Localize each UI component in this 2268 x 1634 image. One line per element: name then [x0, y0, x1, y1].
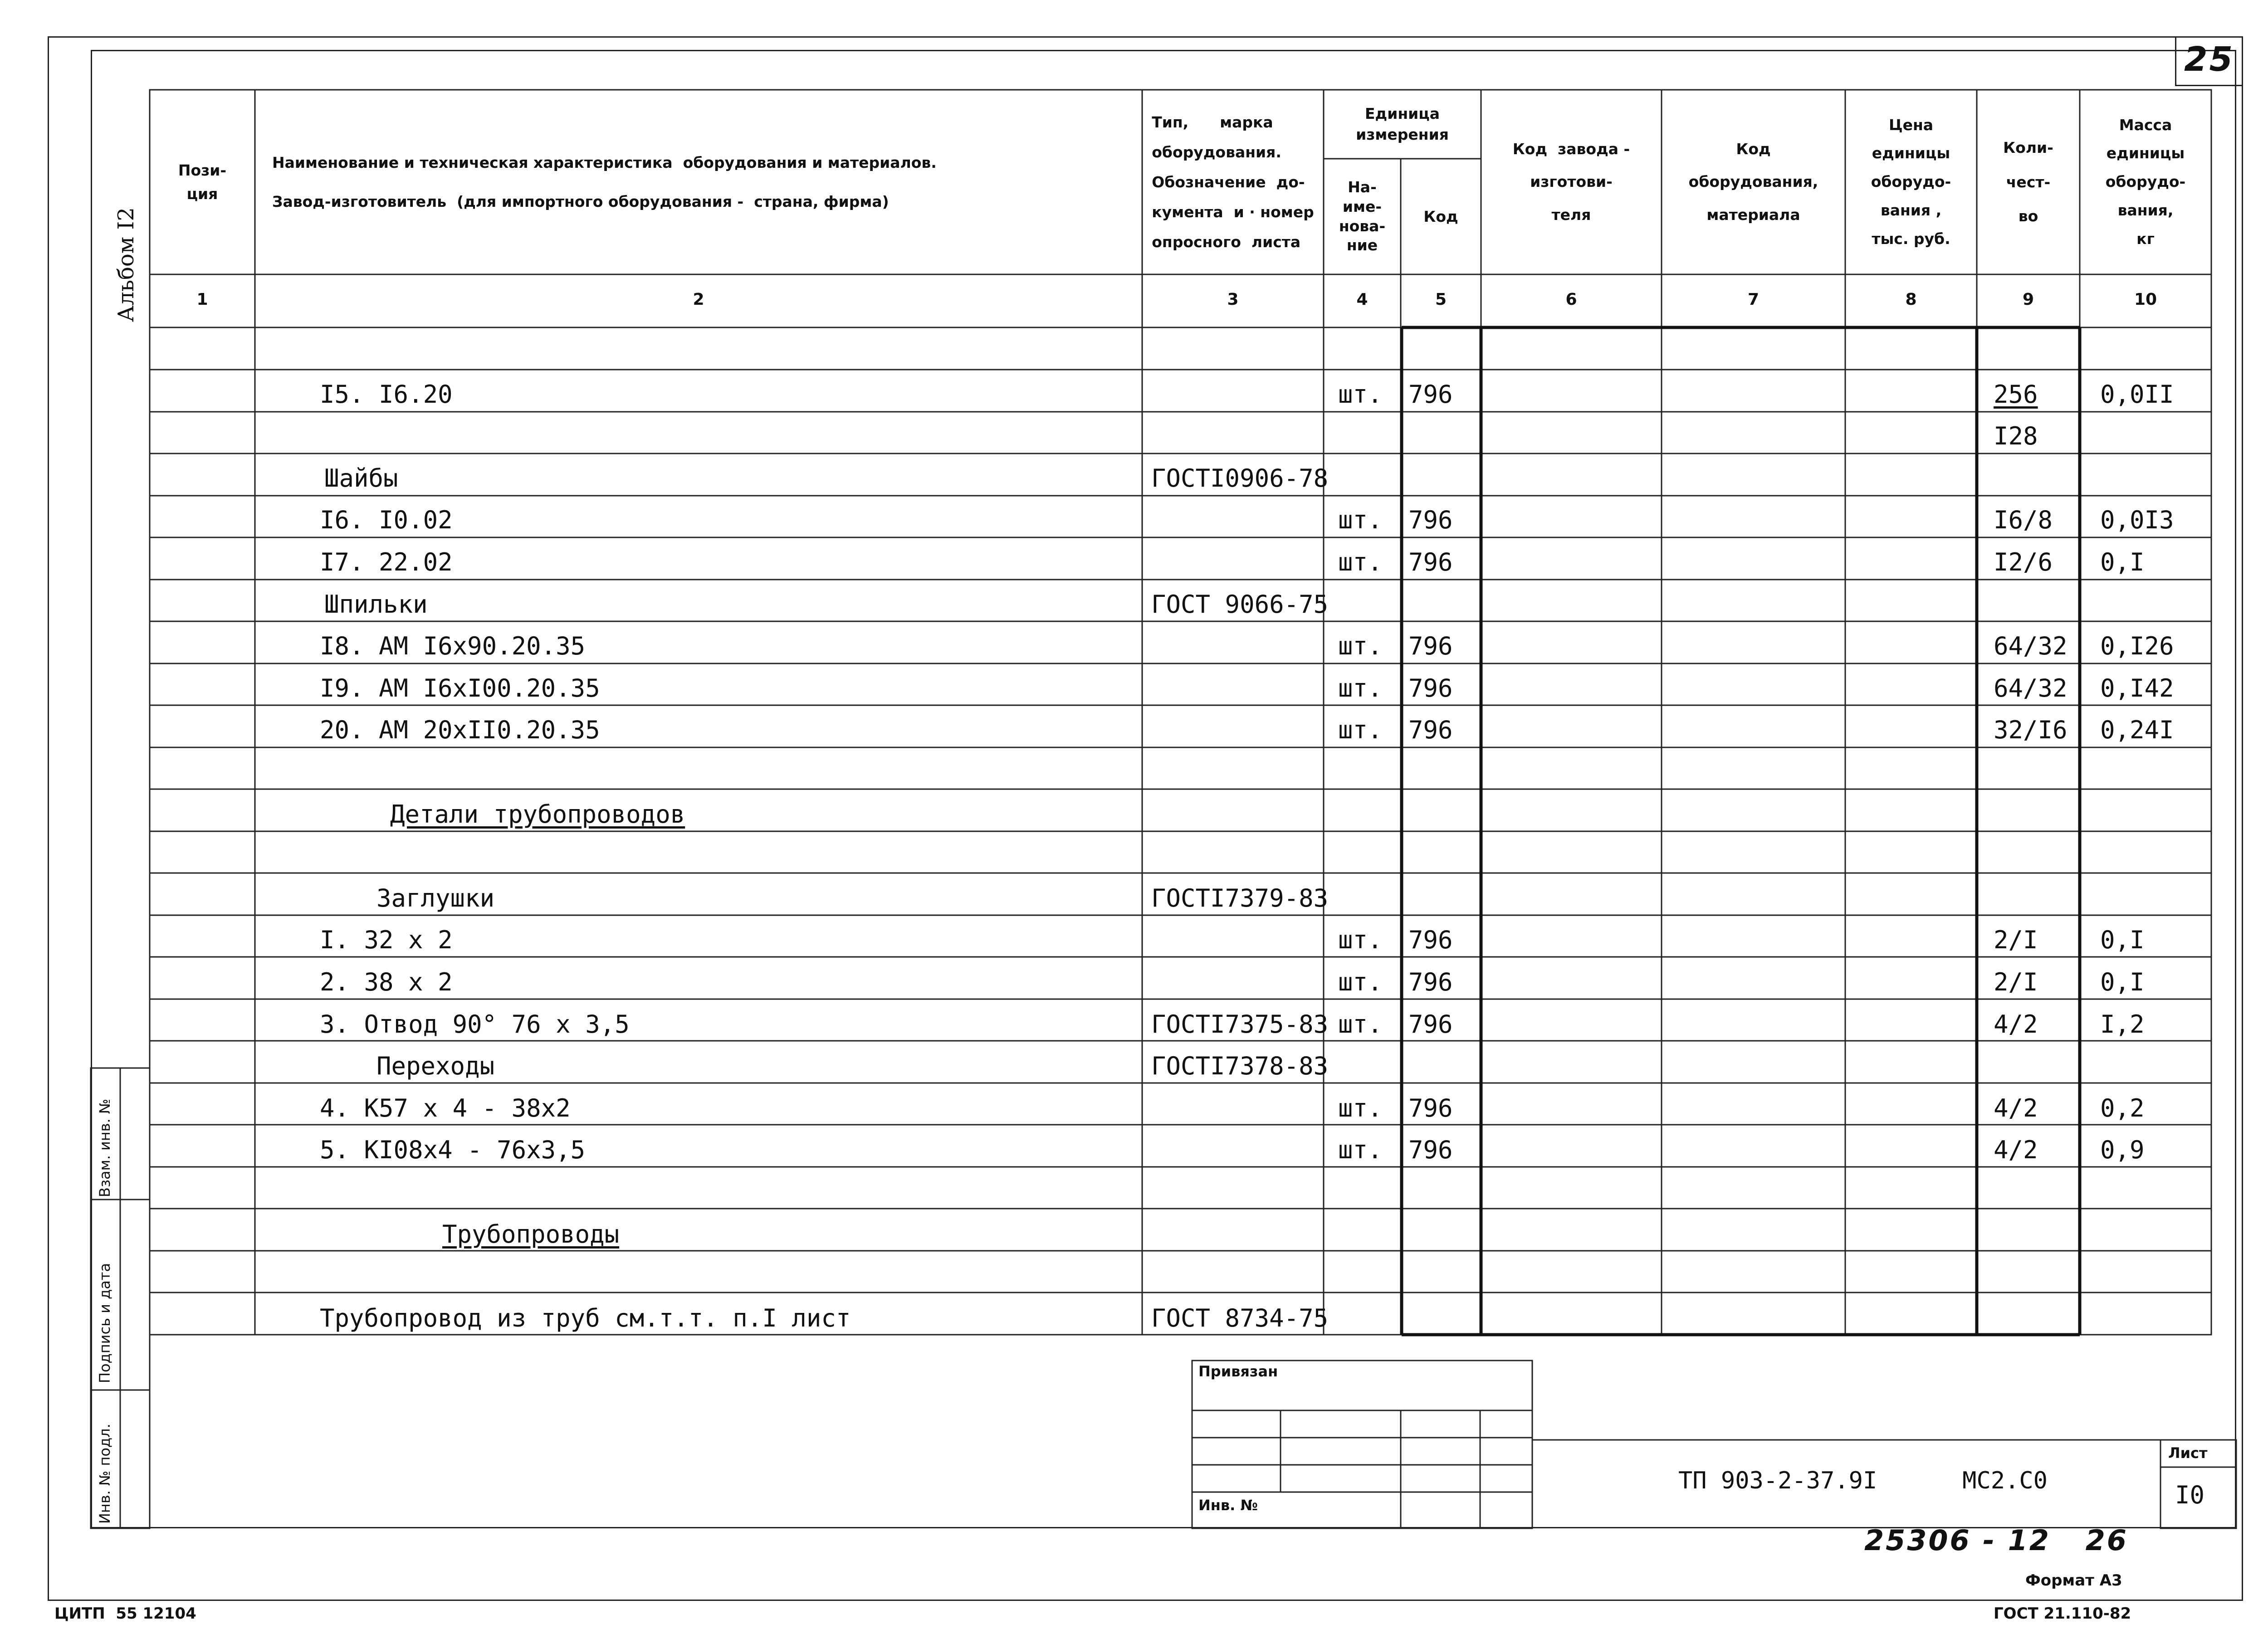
header-col4: На- име- нова- ние — [1339, 178, 1386, 254]
row-name: I7. 22.02 — [320, 548, 453, 576]
title-doc-code: ТП 903-2-37.9I МС2.С0 — [1678, 1467, 2048, 1494]
colnum-5: 5 — [1435, 290, 1447, 309]
colnum-6: 6 — [1565, 290, 1577, 309]
row-unit: шт. — [1338, 1010, 1383, 1039]
colnum-7: 7 — [1747, 290, 1760, 309]
row-code: 796 — [1408, 716, 1453, 745]
header-col5: Код — [1423, 207, 1458, 225]
colnum-8: 8 — [1905, 290, 1917, 309]
row-name: 5. КI08х4 - 76х3,5 — [320, 1136, 586, 1165]
colnum-3: 3 — [1227, 290, 1239, 309]
row-unit: шт. — [1338, 926, 1383, 955]
bottom-left-code: ЦИТП 55 12104 — [54, 1605, 196, 1623]
row-doc: ГОСТ 9066-75 — [1151, 590, 1329, 619]
row-name: I9. АМ I6хI00.20.35 — [320, 673, 600, 702]
row-name: I6. I0.02 — [320, 506, 453, 535]
header-col6: Код завода - изготови- теля — [1512, 140, 1630, 224]
header-col3: Тип, марка оборудования. Обозначение до- кумента и · номер опросного листа — [1152, 113, 1314, 251]
row-mass: 0,0I3 — [2100, 506, 2174, 535]
row-name: 2. 38 х 2 — [320, 968, 453, 996]
header-col8: Цена единицы оборудо- вания , тыс. руб. — [1871, 116, 1951, 248]
header-col2: Наименование и техническая характеристика оборудования и материалов. Завод-изготовитель (для импортного оборудования - страна, фирма) — [272, 153, 937, 210]
title-privyazan: Привязан — [1198, 1363, 1278, 1380]
row-name: I5. I6.20 — [320, 380, 453, 409]
row-name: Переходы — [376, 1052, 495, 1081]
title-list-label: Лист — [2168, 1444, 2208, 1462]
row-code: 796 — [1408, 380, 1453, 409]
row-name: Заглушки — [376, 883, 495, 912]
row-qty: 256 — [1994, 380, 2038, 409]
header-col9: Коли- чест- во — [2003, 138, 2053, 225]
row-qty: 4/2 — [1994, 1093, 2038, 1122]
colnum-2: 2 — [693, 290, 704, 309]
row-unit: шт. — [1338, 548, 1383, 576]
header-col1: Пози- ция — [178, 161, 227, 203]
row-name: 20. АМ 20хII0.20.35 — [320, 716, 600, 745]
row-mass: 0,I — [2100, 968, 2145, 996]
row-qty: I28 — [1994, 422, 2038, 451]
row-qty: 2/I — [1994, 926, 2038, 955]
row-unit: шт. — [1338, 506, 1383, 535]
side-stamp-podpis: Подпись и дата — [96, 1263, 113, 1383]
handwritten-number: 25306 - 12 26 — [1864, 1524, 2128, 1557]
row-name: Детали трубопроводов — [390, 800, 685, 829]
row-mass: 0,2 — [2100, 1093, 2145, 1122]
row-unit: шт. — [1338, 380, 1383, 409]
row-mass: 0,9 — [2100, 1136, 2145, 1165]
header-unit-group: Единица измерения — [1356, 104, 1449, 143]
row-mass: 0,I — [2100, 926, 2145, 955]
row-code: 796 — [1408, 673, 1453, 702]
row-qty: 64/32 — [1994, 673, 2068, 702]
colnum-1: 1 — [196, 290, 208, 309]
row-qty: 2/I — [1994, 968, 2038, 996]
row-qty: 4/2 — [1994, 1136, 2038, 1165]
album-label: Альбом I2 — [113, 207, 139, 322]
row-code: 796 — [1408, 1010, 1453, 1039]
row-code: 796 — [1408, 926, 1453, 955]
row-mass: 0,I26 — [2100, 632, 2174, 661]
colnum-4: 4 — [1356, 290, 1368, 309]
page-number: 25 — [2184, 40, 2234, 79]
row-code: 796 — [1408, 506, 1453, 535]
row-doc: ГОСТI7379-83 — [1151, 883, 1329, 912]
row-qty: 4/2 — [1994, 1010, 2038, 1039]
row-qty: I2/6 — [1994, 548, 2053, 576]
row-unit: шт. — [1338, 1136, 1383, 1165]
colnum-10: 10 — [2134, 290, 2157, 309]
row-name: Шайбы — [324, 463, 398, 493]
row-qty: 64/32 — [1994, 632, 2068, 661]
row-name: 3. Отвод 90° 76 х 3,5 — [320, 1010, 630, 1039]
row-name: Трубопровод из труб см.т.т. п.I лист — [320, 1303, 851, 1332]
row-unit: шт. — [1338, 968, 1383, 996]
row-name: Трубопроводы — [442, 1219, 620, 1249]
side-stamp-vzam: Взам. инв. № — [96, 1098, 113, 1197]
row-code: 796 — [1408, 632, 1453, 661]
row-unit: шт. — [1338, 632, 1383, 661]
row-unit: шт. — [1338, 1093, 1383, 1122]
row-mass: 0,I — [2100, 548, 2145, 576]
row-name: I. 32 х 2 — [320, 926, 453, 955]
row-unit: шт. — [1338, 716, 1383, 745]
row-doc: ГОСТI7378-83 — [1151, 1052, 1329, 1081]
row-doc: ГОСТI0906-78 — [1151, 463, 1329, 493]
colnum-9: 9 — [2022, 290, 2034, 309]
row-name: Шпильки — [324, 590, 428, 619]
row-mass: 0,0II — [2100, 380, 2174, 409]
title-inv-no: Инв. № — [1198, 1497, 1258, 1514]
row-qty: I6/8 — [1994, 506, 2053, 535]
row-doc: ГОСТ 8734-75 — [1151, 1303, 1329, 1332]
row-name: I8. АМ I6х90.20.35 — [320, 632, 586, 661]
row-unit: шт. — [1338, 673, 1383, 702]
row-code: 796 — [1408, 1093, 1453, 1122]
row-code: 796 — [1408, 1136, 1453, 1165]
row-name: 4. К57 х 4 - 38х2 — [320, 1093, 571, 1122]
row-code: 796 — [1408, 968, 1453, 996]
row-code: 796 — [1408, 548, 1453, 576]
row-mass: I,2 — [2100, 1010, 2145, 1039]
row-mass: 0,I42 — [2100, 673, 2174, 702]
row-qty: 32/I6 — [1994, 716, 2068, 745]
row-mass: 0,24I — [2100, 716, 2174, 745]
header-col10: Масса единицы оборудо- вания, кг — [2105, 116, 2186, 248]
row-doc: ГОСТI7375-83 — [1151, 1010, 1329, 1039]
format-label: Формат А3 — [2025, 1571, 2122, 1590]
bottom-right-code: ГОСТ 21.110-82 — [1994, 1605, 2131, 1623]
title-sheet: I0 — [2175, 1481, 2205, 1509]
header-col7: Код оборудования, материала — [1688, 140, 1818, 224]
side-stamp-inv: Инв. № подл. — [96, 1424, 113, 1524]
